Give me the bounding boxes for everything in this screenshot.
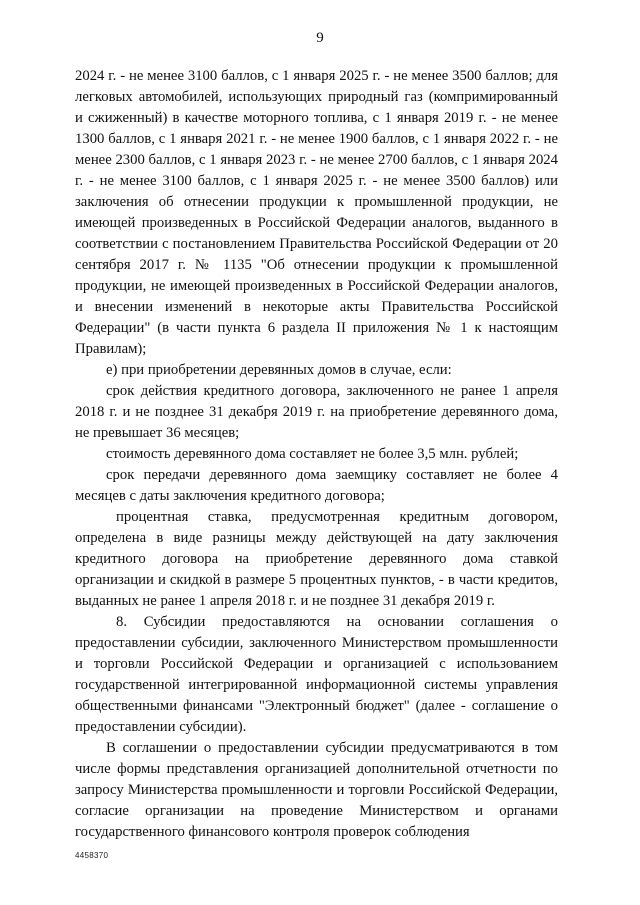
document-code: 4458370 [75,851,109,860]
page-number: 9 [316,30,324,46]
paragraph-interest-rate: процентная ставка, предусмотренная кредитным договором, определена в виде разницы между действующей на дату заключения кредитного договора на приобретение деревянного дома ставкой организации и скидкой в размере 5 процентных пунктов, - в части кредитов, выданных не ранее 1 апреля 2018 г. и не позднее 31 декабря 2019 г. [75,509,558,609]
paragraph-vehicle-requirements: 2024 г. - не менее 3100 баллов, с 1 января 2025 г. - не менее 3500 баллов; для легковых автомобилей, использующих природный газ (компримированный и сжиженный) в качестве моторного топлива, с 1 января 2019 г. - не менее 1300 баллов, с 1 января 2021 г. - не менее 1900 баллов, с 1 января 2022 г. - не менее 2300 баллов, с 1 января 2023 г. - не менее 2700 баллов, с 1 января 2024 г. - не менее 3100 баллов, с 1 января 2025 г. - не менее 3500 баллов) или заключения об отнесении продукции к промышленной продукции, не имеющей произведенных в Российской Федерации аналогов, выданного в соответствии с постановлением Правительства Российской Федерации от 20 сентября 2017 г. № 1135 "Об отнесении продукции к промышленной продукции, не имеющей произведенных в Российской Федерации аналогов, и внесении изменений в некоторые акты Правительства Российской Федерации" (в части пункта 6 раздела II приложения № 1 к настоящим Правилам); [75,68,558,357]
paragraph-agreement-terms: В соглашении о предоставлении субсидии предусматриваются в том числе формы представления организацией дополнительной отчетности по запросу Министерства промышленности и торговли Российской Федерации, согласие организации на проведение Министерством и органами государственного финансового контроля проверок соблюдения [75,740,558,840]
document-body [75,66,558,843]
paragraph-house-cost: стоимость деревянного дома составляет не более 3,5 млн. рублей; [106,446,519,462]
paragraph-section-8: 8. Субсидии предоставляются на основании соглашения о предоставлении субсидии, заключенного Министерством промышленности и торговли Российской Федерации и организацией с использованием государственной интегрированной информационной системы управления общественными финансами "Электронный бюджет" (далее - соглашение о предоставлении субсидии). [75,614,558,735]
paragraph-transfer-term: срок передачи деревянного дома заемщику составляет не более 4 месяцев с даты заключения кредитного договора; [75,467,558,504]
paragraph-wooden-houses-intro: е) при приобретении деревянных домов в случае, если: [106,362,452,378]
paragraph-loan-term: срок действия кредитного договора, заключенного не ранее 1 апреля 2018 г. и не позднее 31 декабря 2019 г. на приобретение деревянного дома, не превышает 36 месяцев; [75,383,558,441]
